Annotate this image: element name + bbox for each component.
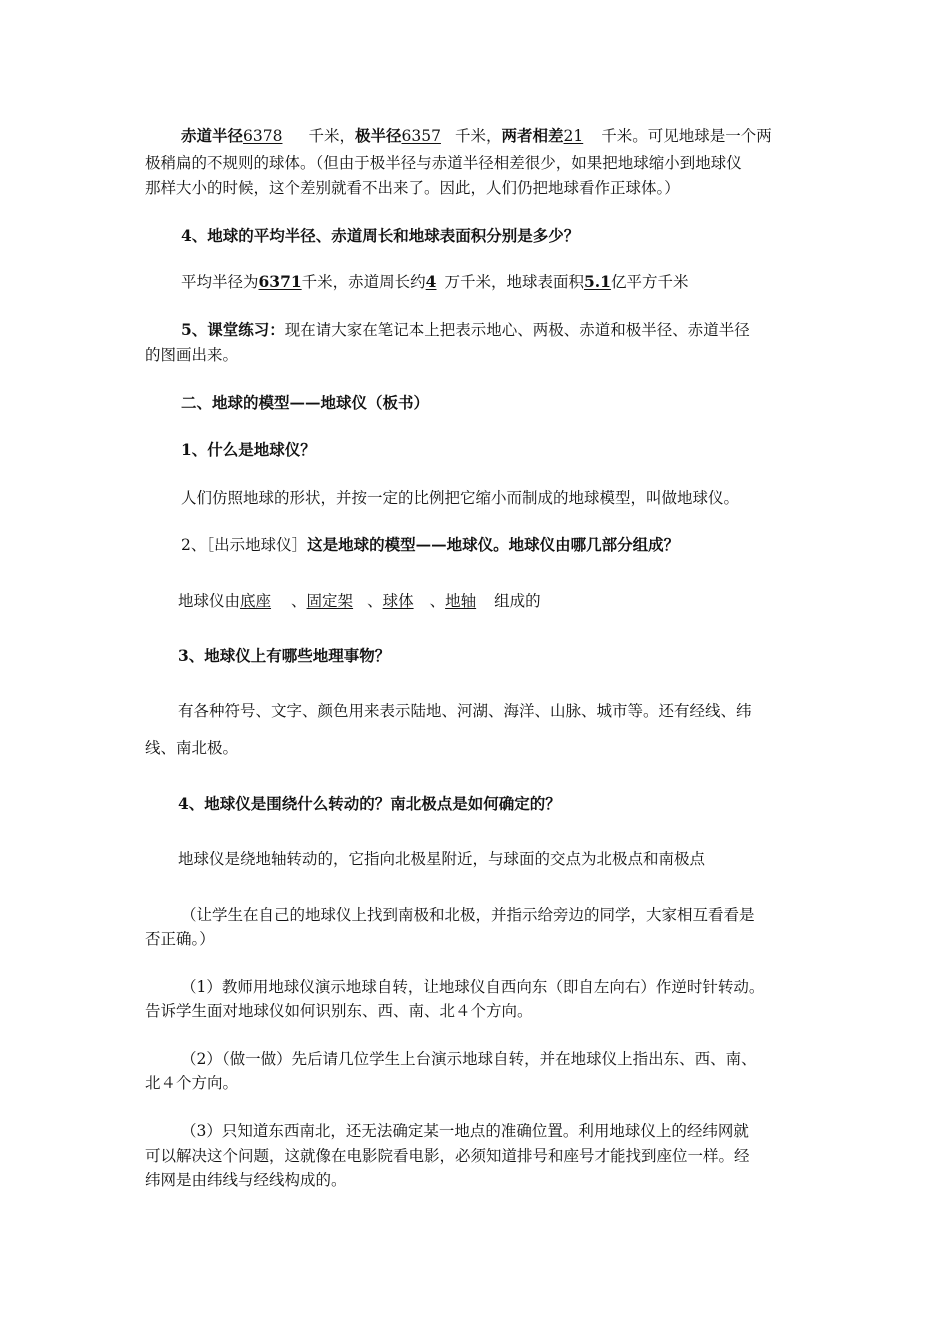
bracket-note: 2、［出示地球仪］ (181, 536, 308, 554)
part-fixed-frame: 固定架 (306, 592, 354, 610)
unit-text: 千米， (454, 127, 502, 145)
difference-value: 21 (563, 127, 584, 145)
step-2-line-2: 北４个方向。 (145, 1074, 239, 1092)
step-3-line-3: 纬网是由纬线与经线构成的。 (145, 1171, 347, 1189)
part-sphere: 球体 (382, 592, 414, 610)
difference-label: 两者相差 (501, 126, 564, 145)
answer-3-line-2: 线、南北极。 (145, 739, 239, 757)
separator: 、 (291, 592, 307, 610)
mean-radius-value: 6371 (258, 272, 302, 291)
question-text: 这是地球的模型——地球仪。地球仪由哪几部分组成？ (307, 535, 680, 554)
equator-radius-value: 6378 (243, 127, 283, 145)
separator: 、 (429, 592, 446, 610)
step-1-line-2: 告诉学生面对地球仪如何识别东、西、南、北４个方向。 (145, 1002, 533, 1020)
exercise-5-line-2: 的图画出来。 (145, 346, 239, 364)
answer-2 (178, 591, 541, 611)
step-3-line-2: 可以解决这个问题，这就像在电影院看电影，必须知道排号和座号才能找到座位一样。经 (145, 1147, 750, 1165)
answer-3-line-1: 有各种符号、文字、颜色用来表示陆地、河湖、海洋、山脉、城市等。还有经线、纬 (178, 702, 752, 720)
exercise-text: 现在请大家在笔记本上把表示地心、两极、赤道和极半径、赤道半径 (284, 321, 750, 339)
question-heading-1: 1、什么是地球仪？ (181, 440, 316, 459)
surface-area-value: 5.1 (583, 272, 611, 291)
polar-radius-value: 6357 (401, 127, 441, 145)
exercise-5-line-1 (181, 320, 750, 340)
separator: 、 (367, 592, 383, 610)
unit-text: 千米， (308, 127, 355, 145)
step-1-line-1: （1）教师用地球仪演示地球自转，让地球仪自西向东（即自左向右）作逆时针转动。 (181, 978, 765, 996)
step-2-line-1: （2）（做一做）先后请几位学生上台演示地球自转，并在地球仪上指出东、西、南、 (181, 1050, 757, 1068)
note-line-1: （让学生在自己的地球仪上找到南极和北极，并指示给旁边的同学，大家相互看看是 (181, 906, 755, 924)
circumference-value: 4 (425, 272, 437, 291)
answer-text: 地球仪由 (178, 592, 241, 610)
exercise-label: 5、课堂练习： (181, 320, 285, 339)
answer-text: 万千米，地球表面积 (444, 273, 584, 291)
part-base: 底座 (240, 592, 272, 610)
part-axis: 地轴 (445, 592, 477, 610)
polar-radius-label: 极半径 (354, 126, 402, 145)
equator-radius-label: 赤道半径 (181, 126, 244, 145)
answer-text: 亿平方千米 (610, 273, 689, 291)
radius-paragraph-line-1 (181, 126, 772, 146)
question-heading-4: 4、地球的平均半径、赤道周长和地球表面积分别是多少？ (181, 226, 580, 245)
paragraph-text: 千米。可见地球是一个两 (601, 127, 772, 145)
radius-paragraph-line-2: 极稍扁的不规则的球体。（但由于极半径与赤道半径相差很少，如果把地球缩小到地球仪 (145, 154, 742, 172)
answer-text: 千米，赤道周长约 (301, 273, 426, 291)
answer-1: 人们仿照地球的形状，并按一定的比例把它缩小而制成的地球模型，叫做地球仪。 (181, 489, 740, 507)
answer-text: 组成的 (494, 592, 541, 610)
answer-4b: 地球仪是绕地轴转动的，它指向北极星附近，与球面的交点为北极点和南极点 (178, 850, 706, 868)
question-heading-3: 3、地球仪上有哪些地理事物？ (178, 646, 391, 665)
step-3-line-1: （3）只知道东西南北，还无法确定某一地点的准确位置。利用地球仪上的经纬网就 (181, 1122, 749, 1140)
answer-text: 平均半径为 (181, 273, 259, 291)
question-heading-2 (181, 535, 679, 555)
answer-4 (181, 272, 688, 292)
note-line-2: 否正确。） (145, 930, 215, 948)
section-heading-2: 二、地球的模型——地球仪（板书） (181, 393, 430, 412)
radius-paragraph-line-3: 那样大小的时候，这个差别就看不出来了。因此，人们仍把地球看作正球体。） (145, 179, 680, 197)
question-heading-4b: 4、地球仪是围绕什么转动的？南北极点是如何确定的？ (178, 794, 561, 813)
